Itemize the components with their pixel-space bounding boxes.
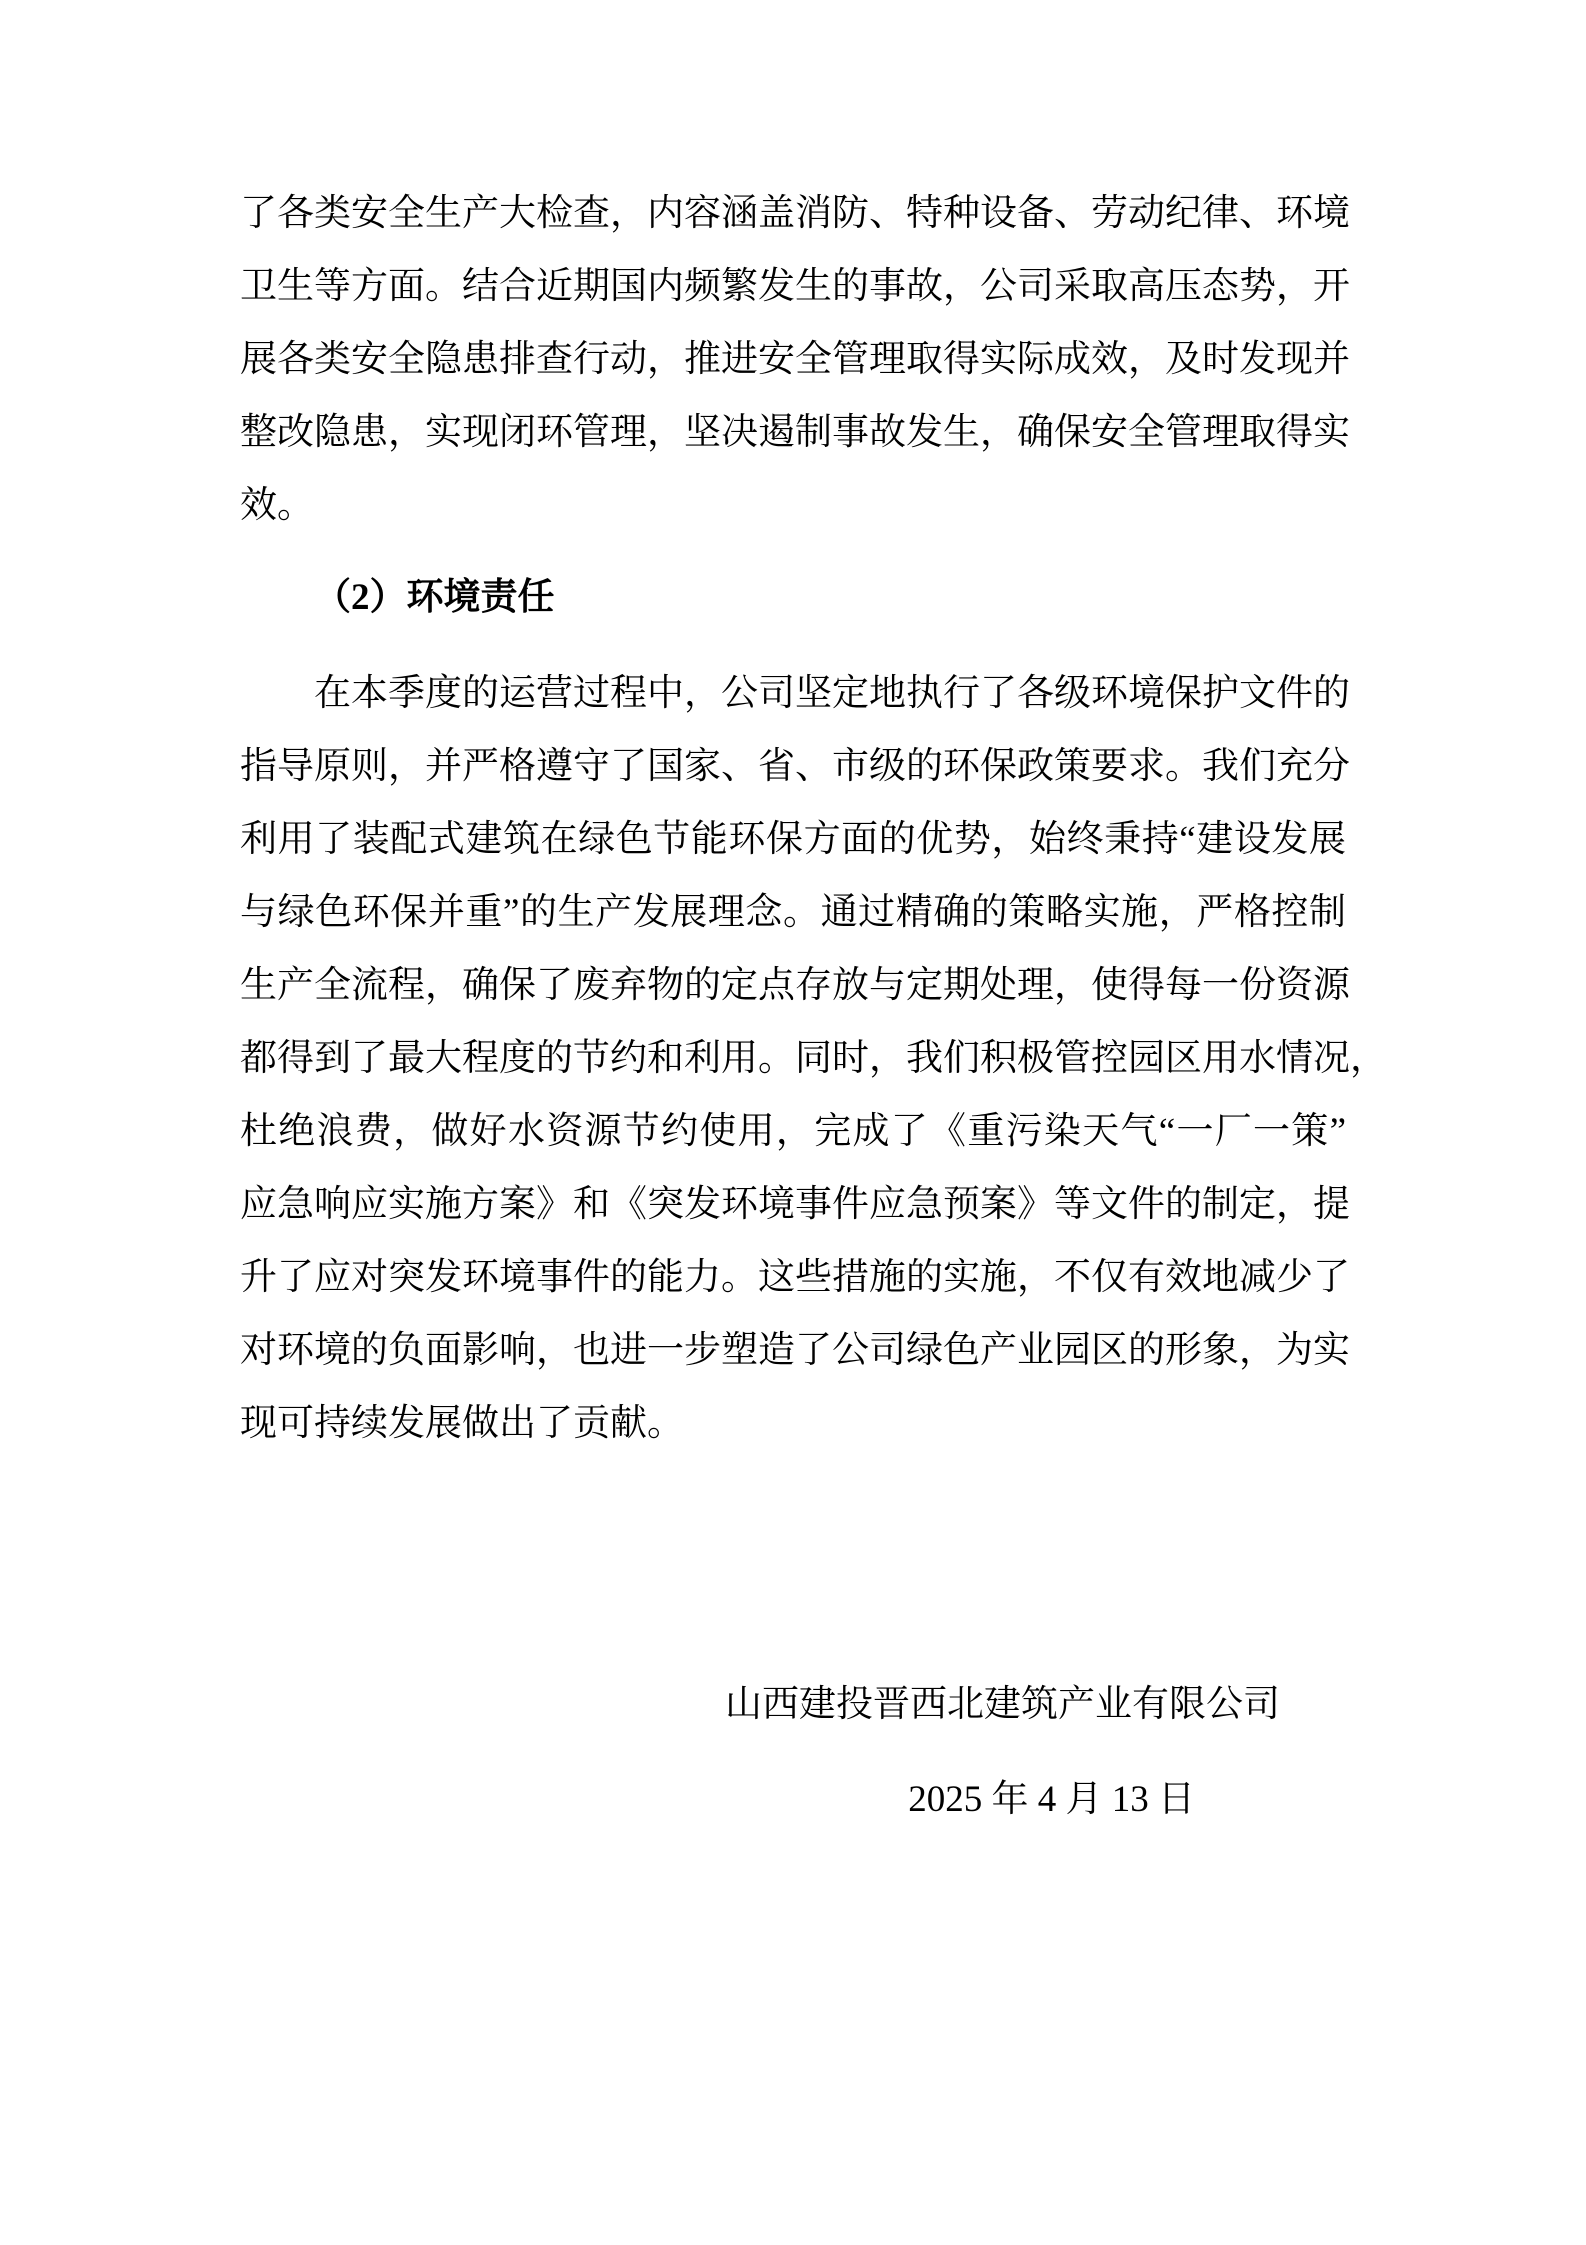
document-text-block — [240, 177, 1387, 1836]
paragraph-line: 整改隐患，实现闭环管理，坚决遏制事故发生，确保安全管理取得实 — [240, 412, 1350, 453]
paragraph-line: 利用了装配式建筑在绿色节能环保方面的优势，始终秉持“建设发展 — [240, 819, 1346, 860]
paragraph-line: 现可持续发展做出了贡献。 — [240, 1403, 684, 1444]
paragraph-line: 与绿色环保并重”的生产发展理念。通过精确的策略实施，严格控制 — [240, 892, 1346, 933]
paragraph-line: 生产全流程，确保了废弃物的定点存放与定期处理，使得每一份资源 — [240, 965, 1350, 1006]
paragraph-line: 升了应对突发环境事件的能力。这些措施的实施，不仅有效地减少了 — [240, 1257, 1350, 1298]
paragraph-line: 了各类安全生产大检查，内容涵盖消防、特种设备、劳动纪律、环境 — [240, 193, 1350, 234]
paragraph-line: 指导原则，并严格遵守了国家、省、市级的环保政策要求。我们充分 — [240, 746, 1350, 787]
paragraph-line: 对环境的负面影响，也进一步塑造了公司绿色产业园区的形象，为实 — [240, 1330, 1350, 1371]
section-heading-environmental-responsibility: （2）环境责任 — [314, 577, 555, 618]
paragraph-line: 效。 — [240, 485, 314, 526]
paragraph-line: 杜绝浪费，做好水资源节约使用，完成了《重污染天气“一厂一策” — [240, 1111, 1346, 1152]
paragraph-line: 在本季度的运营过程中，公司坚定地执行了各级环境保护文件的 — [314, 673, 1350, 714]
paragraph-safety-production — [240, 177, 1350, 542]
paragraph-line: 应急响应实施方案》和《突发环境事件应急预案》等文件的制定，提 — [240, 1184, 1350, 1225]
signature-date: 2025 年 4 月 13 日 — [908, 1779, 1195, 1820]
paragraph-line: 都得到了最大程度的节约和利用。同时，我们积极管控园区用水情况， — [240, 1038, 1387, 1079]
paragraph-environmental-responsibility — [240, 657, 1387, 1460]
paragraph-line: 展各类安全隐患排查行动，推进安全管理取得实际成效，及时发现并 — [240, 339, 1350, 380]
signature-company-name: 山西建投晋西北建筑产业有限公司 — [725, 1684, 1280, 1725]
paragraph-line: 卫生等方面。结合近期国内频繁发生的事故，公司采取高压态势，开 — [240, 266, 1350, 307]
